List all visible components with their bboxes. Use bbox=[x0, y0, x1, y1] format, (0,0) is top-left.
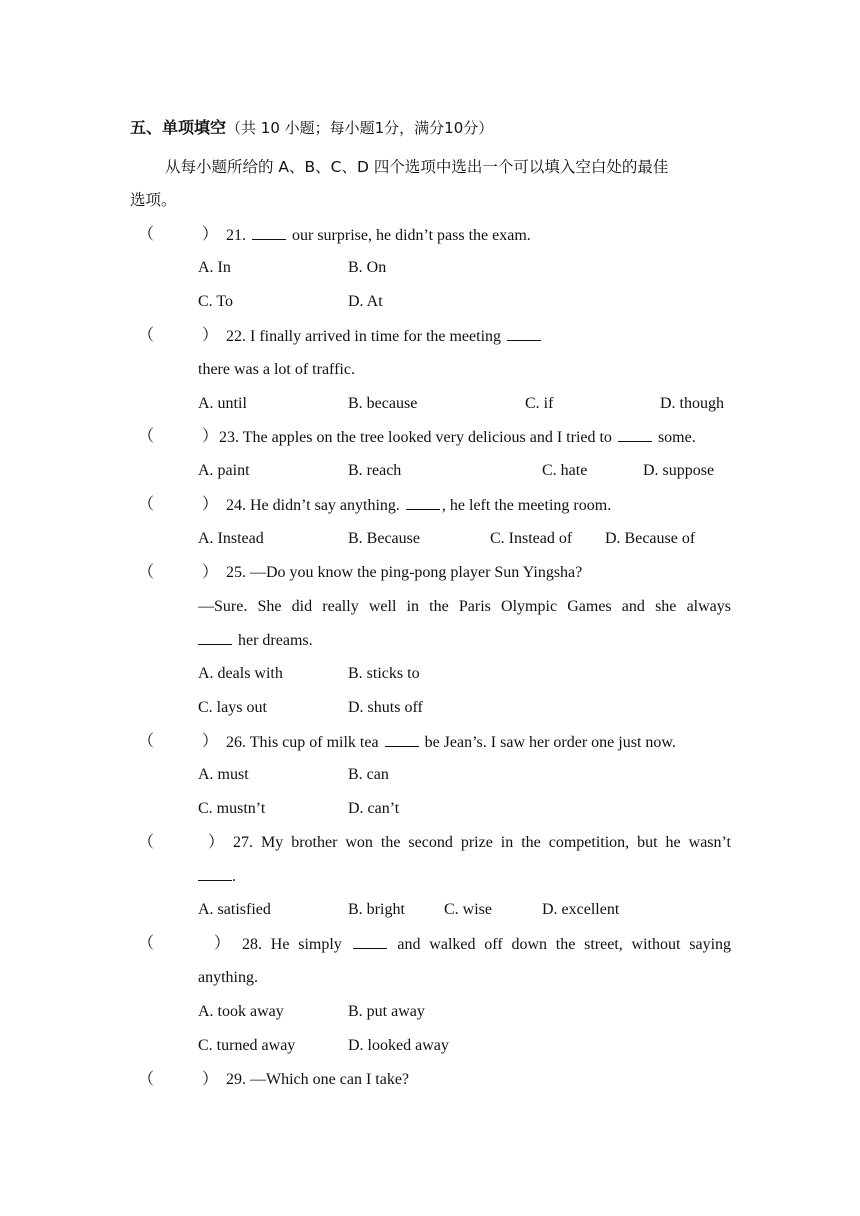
section-subtitle: （共 10 小题；每小题1分，满分10分） bbox=[226, 119, 494, 137]
question-continuation: anything. bbox=[198, 969, 258, 986]
question-text: The apples on the tree looked very delicious and I tried to bbox=[242, 429, 616, 446]
option-d: D. looked away bbox=[348, 1037, 449, 1054]
answer-paren-close: ） bbox=[202, 496, 219, 513]
option-b: B. because bbox=[348, 395, 418, 412]
option-b: B. sticks to bbox=[348, 665, 420, 682]
option-d: D. though bbox=[660, 395, 724, 412]
question-text: our surprise, he didn’t pass the exam. bbox=[288, 227, 531, 244]
option-c: C. mustn’t bbox=[198, 800, 266, 817]
answer-blank bbox=[198, 866, 232, 881]
question-28 bbox=[242, 934, 731, 955]
question-number: 28. bbox=[242, 936, 262, 953]
question-number: 29. bbox=[226, 1071, 246, 1088]
question-continuation bbox=[198, 630, 313, 651]
option-b: B. can bbox=[348, 766, 389, 783]
question-text: some. bbox=[653, 429, 696, 446]
option-d: D. can’t bbox=[348, 800, 400, 817]
option-c: C. if bbox=[525, 395, 554, 412]
answer-paren-open: （ bbox=[138, 935, 155, 952]
question-23 bbox=[219, 427, 696, 448]
question-number: 25. bbox=[226, 564, 246, 581]
question-text: He didn’t say anything. bbox=[250, 497, 404, 514]
option-a: A. satisfied bbox=[198, 901, 271, 918]
option-d: D. Because of bbox=[605, 530, 696, 547]
option-b: B. put away bbox=[348, 1003, 425, 1020]
section-title: 五、单项填空 bbox=[130, 118, 227, 137]
instruction-line-2: 选项。 bbox=[130, 191, 177, 209]
answer-paren-close: ） bbox=[202, 428, 219, 445]
option-b: B. bright bbox=[348, 901, 405, 918]
answer-blank bbox=[252, 225, 286, 240]
option-b: B. On bbox=[348, 259, 387, 276]
question-text: . bbox=[232, 868, 236, 885]
question-text: He simply bbox=[270, 936, 351, 953]
answer-paren-open: （ bbox=[138, 1071, 155, 1088]
answer-blank bbox=[618, 427, 652, 442]
question-text: This cup of milk tea bbox=[249, 734, 383, 751]
option-a: A. In bbox=[198, 259, 231, 276]
option-c: C. lays out bbox=[198, 699, 267, 716]
question-text: I finally arrived in time for the meeting bbox=[250, 328, 506, 345]
question-text: —Which one can I take? bbox=[250, 1071, 410, 1088]
question-text: be Jean’s. I saw her order one just now. bbox=[420, 734, 676, 751]
question-number: 26. bbox=[226, 734, 246, 751]
answer-paren-close: ） bbox=[202, 226, 219, 243]
answer-blank bbox=[507, 326, 541, 341]
answer-paren-open: （ bbox=[138, 327, 155, 344]
option-c: C. hate bbox=[542, 462, 588, 479]
question-26 bbox=[226, 732, 676, 753]
option-d: D. suppose bbox=[643, 462, 715, 479]
option-a: A. until bbox=[198, 395, 247, 412]
option-a: A. deals with bbox=[198, 665, 283, 682]
question-text: —Do you know the ping-pong player Sun Yingsha? bbox=[250, 564, 583, 581]
question-number: 23. bbox=[219, 429, 239, 446]
answer-paren-open: （ bbox=[138, 226, 155, 243]
option-d: D. At bbox=[348, 293, 383, 310]
option-a: A. took away bbox=[198, 1003, 284, 1020]
answer-paren-close: ） bbox=[202, 1071, 219, 1088]
answer-paren-open: （ bbox=[138, 428, 155, 445]
answer-paren-close: ） bbox=[214, 935, 231, 952]
question-text: My brother won the second prize in the competition, but he wasn’t bbox=[260, 834, 731, 851]
option-c: C. To bbox=[198, 293, 234, 310]
question-21 bbox=[226, 225, 531, 246]
instruction-line-1: 从每小题所给的 A、B、C、D 四个选项中选出一个可以填入空白处的最佳 bbox=[165, 158, 669, 176]
answer-paren-open: （ bbox=[138, 496, 155, 513]
option-b: B. Because bbox=[348, 530, 420, 547]
answer-paren-close: ） bbox=[202, 327, 219, 344]
question-number: 27. bbox=[233, 834, 253, 851]
question-number: 21. bbox=[226, 227, 246, 244]
answer-paren-close: ） bbox=[202, 733, 219, 750]
question-22 bbox=[226, 326, 543, 347]
answer-blank bbox=[353, 934, 387, 949]
question-number: 22. bbox=[226, 328, 246, 345]
option-d: D. excellent bbox=[542, 901, 620, 918]
option-d: D. shuts off bbox=[348, 699, 423, 716]
option-c: C. wise bbox=[444, 901, 492, 918]
option-c: C. turned away bbox=[198, 1037, 296, 1054]
answer-paren-close: ） bbox=[202, 564, 219, 581]
option-b: B. reach bbox=[348, 462, 402, 479]
question-text: her dreams. bbox=[234, 632, 313, 649]
answer-paren-open: （ bbox=[138, 564, 155, 581]
answer-paren-open: （ bbox=[138, 733, 155, 750]
option-a: A. paint bbox=[198, 462, 250, 479]
option-a: A. must bbox=[198, 766, 249, 783]
question-text: , he left the meeting room. bbox=[441, 497, 612, 514]
question-continuation: there was a lot of traffic. bbox=[198, 361, 355, 378]
question-27 bbox=[233, 833, 731, 853]
question-dialogue-line: —Sure. She did really well in the Paris Olympic Games and she always bbox=[198, 598, 731, 615]
answer-blank bbox=[198, 630, 232, 645]
question-continuation bbox=[198, 866, 236, 887]
question-25 bbox=[226, 563, 582, 583]
answer-paren-close: ） bbox=[208, 834, 225, 851]
question-24 bbox=[226, 495, 611, 516]
answer-paren-open: （ bbox=[138, 834, 155, 851]
section-heading bbox=[130, 118, 493, 138]
option-c: C. Instead of bbox=[490, 530, 573, 547]
answer-blank bbox=[406, 495, 440, 510]
option-a: A. Instead bbox=[198, 530, 264, 547]
question-text: and walked off down the street, without saying bbox=[388, 936, 732, 953]
question-number: 24. bbox=[226, 497, 246, 514]
question-29 bbox=[226, 1070, 409, 1090]
answer-blank bbox=[385, 732, 419, 747]
